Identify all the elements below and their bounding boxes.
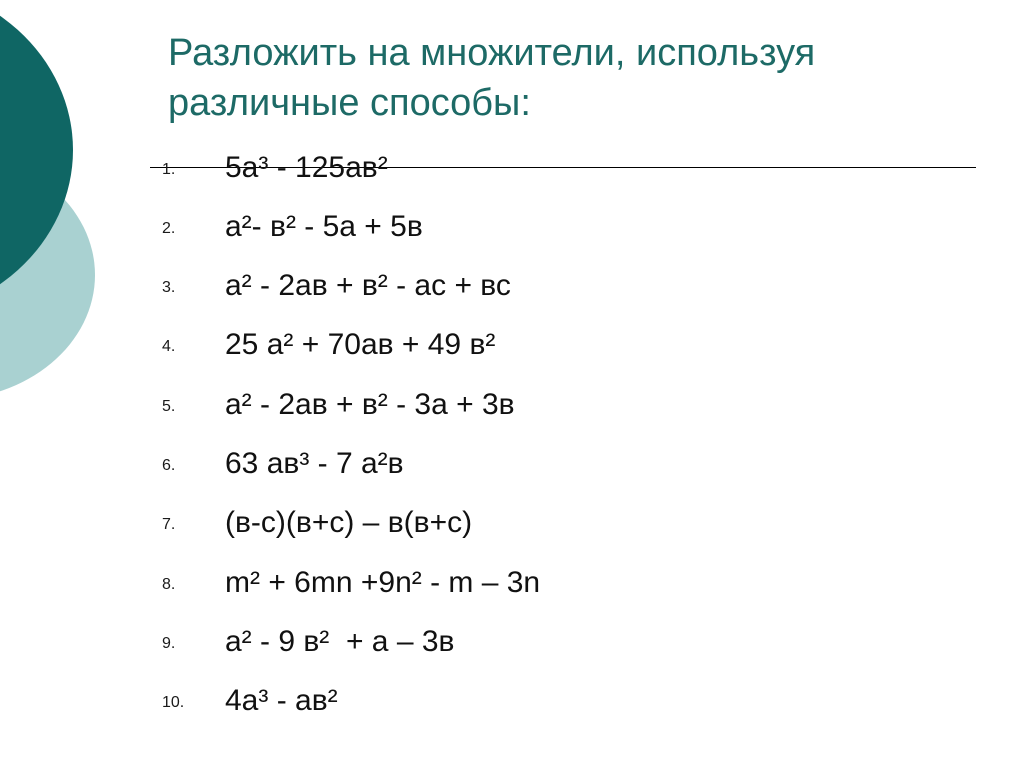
item-number: 9. [162, 635, 176, 652]
list-item [0, 505, 900, 545]
list-item [0, 209, 900, 249]
item-expression: а² - 2ав + в² - ас + вс [225, 269, 511, 302]
list-item [0, 565, 900, 605]
item-number: 5. [162, 398, 176, 415]
list-item [0, 150, 900, 190]
item-number: 2. [162, 220, 176, 237]
item-expression: а² - 9 в² + а – 3в [225, 625, 455, 658]
list-item [0, 446, 900, 486]
list-item [0, 683, 900, 723]
list-item [0, 327, 900, 367]
item-number: 7. [162, 516, 176, 533]
slide-title: Разложить на множители, используя различные способы: [168, 32, 816, 124]
item-expression: (в-с)(в+с) – в(в+с) [225, 506, 473, 539]
item-number: 4. [162, 338, 176, 355]
list-item [0, 624, 900, 664]
item-number: 6. [162, 457, 176, 474]
list-item [0, 268, 900, 308]
item-expression: 5а³ - 125ав² [225, 151, 388, 184]
list-item [0, 387, 900, 427]
item-expression: 63 ав³ - 7 а²в [225, 447, 404, 480]
item-number: 10. [162, 694, 185, 711]
item-number: 8. [162, 576, 176, 593]
item-expression: а² - 2ав + в² - 3а + 3в [225, 388, 515, 421]
item-expression: 4а³ - ав² [225, 684, 338, 717]
item-number: 1. [162, 161, 176, 178]
item-number: 3. [162, 279, 176, 296]
item-expression: m² + 6mn +9n² - m – 3n [225, 566, 541, 599]
item-expression: а²- в² - 5а + 5в [225, 210, 423, 243]
item-expression: 25 а² + 70ав + 49 в² [225, 328, 496, 361]
